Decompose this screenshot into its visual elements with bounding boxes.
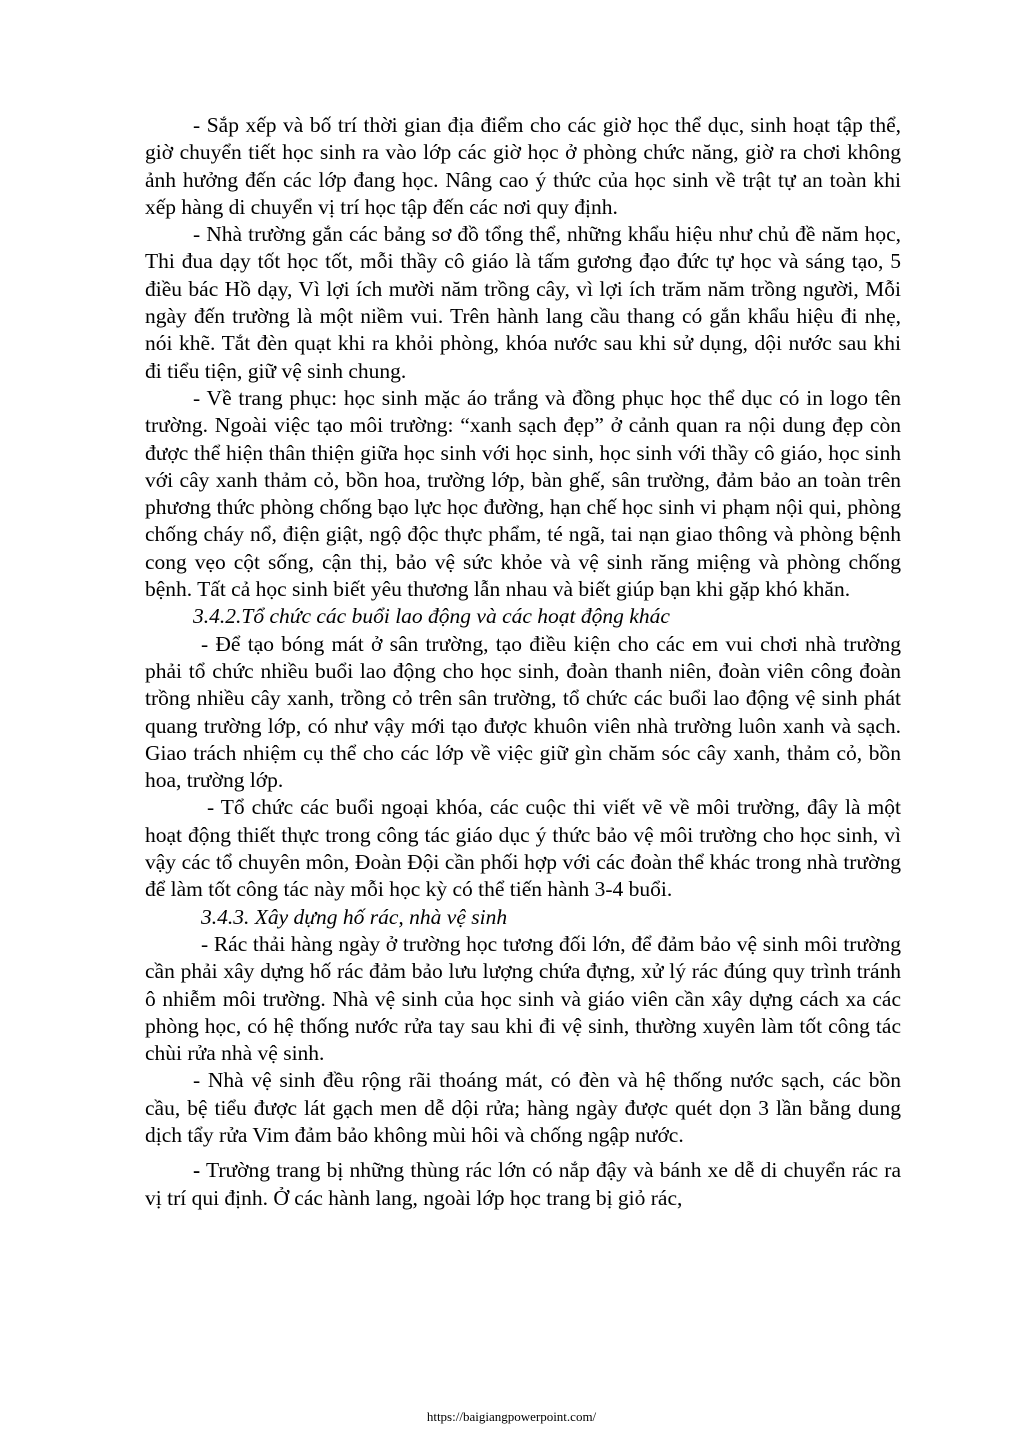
paragraph-toilets: - Nhà vệ sinh đều rộng rãi thoáng mát, có đèn và hệ thống nước sạch, các bồn cầu, bệ tiểu được lát gạch men dễ dội rửa; hàng ngày được quét dọn 3 lần bằng dung dịch tẩy rửa Vim đảm bảo không mùi hôi và chống ngập nước.: [145, 1068, 901, 1147]
paragraph-waste: - Rác thải hàng ngày ở trường học tương đối lớn, để đảm bảo vệ sinh môi trường cần phải xây dựng hố rác đảm bảo lưu lượng chứa đựng, xử lý rác đúng quy trình tránh ô nhiễm môi trường. Nhà vệ sinh của học sinh và giáo viên cần xây dựng cách xa các phòng học, có hệ thống nước rửa tay sau khi đi vệ sinh, thường xuyên làm tốt công tác chùi rửa nhà vệ sinh.: [145, 931, 901, 1066]
paragraph-labor: - Để tạo bóng mát ở sân trường, tạo điều kiện cho các em vui chơi nhà trường phải tổ chức nhiều buổi lao động cho học sinh, đoàn thanh niên, đoàn viên công đoàn trồng nhiều cây xanh, trồng cỏ trên sân trường, tổ chức các buổi lao động vệ sinh phát quang trường lớp, có như vậy mới tạo được khuôn viên nhà trường luôn xanh và sạch. Giao trách nhiệm cụ thể cho các lớp về việc giữ gìn chăm sóc cây xanh, thảm cỏ, bồn hoa, trường lớp.: [145, 631, 901, 793]
paragraph-extracurricular: - Tổ chức các buổi ngoại khóa, các cuộc thi viết vẽ về môi trường, đây là một hoạt động thiết thực trong công tác giáo dục ý thức bảo vệ môi trường cho học sinh, vì vậy các tổ chuyên môn, Đoàn Đội cần phối hợp với các đoàn thể khác trong nhà trường để làm tốt công tác này mỗi học kỳ có thể tiến hành 3-4 buổi.: [145, 795, 901, 902]
paragraph-trash-bins-text: Trường trang bị những thùng rác lớn có nắp đậy và bánh xe dễ di chuyển rác ra vị trí qui định. Ở các hành lang, ngoài lớp học trang bị giỏ rác,: [145, 1158, 901, 1210]
paragraph-slogans: - Nhà trường gắn các bảng sơ đồ tổng thể, những khẩu hiệu như chủ đề năm học, Thi đua dạy tốt học tốt, mỗi thầy cô giáo là tấm gương đạo đức tự học và sáng tạo, 5 điều bác Hồ dạy, Vì lợi ích mười năm trồng cây, vì lợi ích trăm năm trồng người, Mỗi ngày đến trường là một niềm vui. Trên hành lang cầu thang có gắn khẩu hiệu đi nhẹ, nói khẽ. Tắt đèn quạt khi ra khỏi phòng, khóa nước sau khi sử dụng, dội nước sau khi đi tiểu tiện, giữ vệ sinh chung.: [145, 222, 901, 383]
document-body: [145, 112, 901, 1212]
paragraph-uniform: - Về trang phục: học sinh mặc áo trắng và đồng phục học thể dục có in logo tên trường. Ngoài việc tạo môi trường: “xanh sạch đẹp” ở cảnh quan ra nội dung đẹp còn được thể hiện thân thiện giữa học sinh với học sinh, học sinh với thầy cô giáo, học sinh với cây xanh thảm cỏ, bồn hoa, trường lớp, bàn ghế, sân trường, đảm bảo an toàn trên phương thức phòng chống bạo lực học đường, hạn chế học sinh vi phạm nội qui, phòng chống cháy nổ, điện giật, ngộ độc thực phẩm, té ngã, tai nạn giao thông và phòng bệnh cong vẹo cột sống, cận thị, bảo vệ sức khỏe và vệ sinh răng miệng và phòng chống bệnh. Tất cả học sinh biết yêu thương lẫn nhau và biết giúp bạn khi gặp khó khăn.: [145, 385, 901, 602]
footer-url: https://baigiangpowerpoint.com/: [426, 1409, 597, 1424]
section-heading-3-4-3: 3.4.3. Xây dựng hố rác, nhà vệ sinh: [201, 904, 508, 929]
paragraph-schedule: - Sắp xếp và bố trí thời gian địa điểm cho các giờ học thể dục, sinh hoạt tập thể, giờ chuyển tiết học sinh ra vào lớp các giờ học ở phòng chức năng, giờ ra chơi không ảnh hưởng đến các lớp đang học. Nâng cao ý thức của học sinh về trật tự an toàn khi xếp hàng di chuyển vị trí học tập đến các nơi quy định.: [145, 113, 901, 219]
paragraph-trash-bins: [145, 1157, 901, 1212]
section-heading-3-4-2: 3.4.2.Tổ chức các buổi lao động và các hoạt động khác: [193, 604, 670, 629]
bold-dash: -: [193, 1158, 201, 1183]
